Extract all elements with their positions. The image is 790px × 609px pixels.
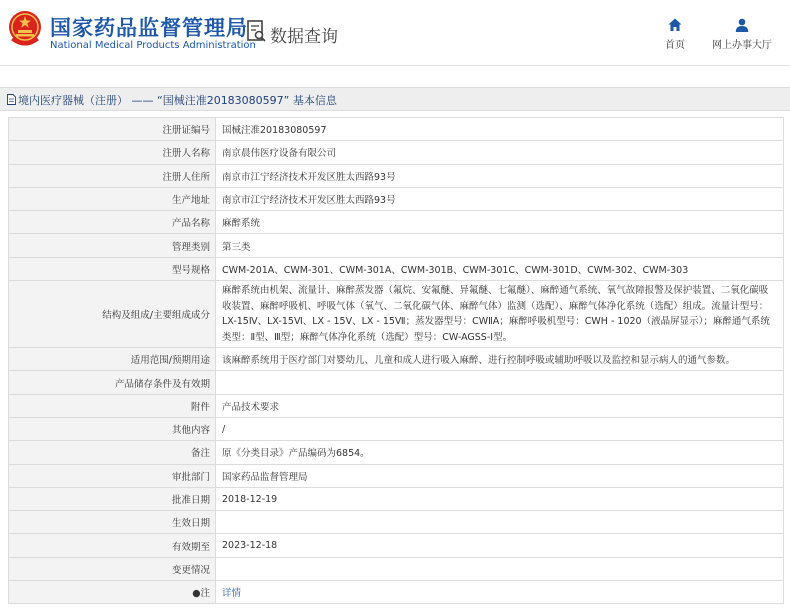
document-icon	[7, 94, 16, 105]
brand-name-en: National Medical Products Administration	[50, 40, 256, 51]
field-label: 批准日期	[9, 487, 216, 510]
field-label: 适用范围/预期用途	[9, 348, 216, 371]
field-value: 产品技术要求	[216, 394, 784, 417]
table-row	[9, 348, 784, 371]
nav-online-office-label: 网上办事大厅	[712, 40, 772, 51]
table-row	[9, 234, 784, 257]
field-value: 2018-12-19	[216, 487, 784, 510]
field-value: 南京市江宁经济技术开发区胜太西路93号	[216, 164, 784, 187]
data-query-icon	[247, 20, 267, 44]
table-row	[9, 141, 784, 164]
detail-table	[8, 117, 784, 604]
field-value: 麻醉系统	[216, 211, 784, 234]
brand-name-cn: 国家药品监督管理局	[50, 16, 248, 40]
field-label: 注册人住所	[9, 164, 216, 187]
module-title: 数据查询	[270, 27, 338, 47]
field-value: CWM-201A、CWM-301、CWM-301A、CWM-301B、CWM-301C、CWM-301D、CWM-302、CWM-303	[216, 257, 784, 280]
field-value: 原《分类目录》产品编码为6854。	[216, 441, 784, 464]
table-row	[9, 581, 784, 604]
table-row	[9, 557, 784, 580]
field-value: /	[216, 417, 784, 440]
field-label: ●注	[9, 581, 216, 604]
field-value: 麻醉系统由机架、流量计、麻醉蒸发器（氟烷、安氟醚、异氟醚、七氟醚）、麻醉通气系统、氧气故障报警及保护装置、二氧化碳吸收装置、麻醉呼吸机、呼吸气体（氧气、二氧化碳气体、麻醉气体）监测（选配）、麻醉气体净化系统（选配）组成。流量计型号：LX-15Ⅳ、LX-15Ⅵ、LX - 15Ⅴ、LX - 15Ⅶ；蒸发器型号：CWⅡA；麻醉呼吸机型号：CWH - 1020（液晶屏显示）；麻醉通气系统类型：Ⅱ型、Ⅲ型；麻醉气体净化系统（选配）型号：CW-AGSS-Ⅰ型。	[216, 281, 784, 348]
field-value: 第三类	[216, 234, 784, 257]
table-row	[9, 487, 784, 510]
table-row	[9, 511, 784, 534]
field-value	[216, 511, 784, 534]
table-row	[9, 464, 784, 487]
field-label: 结构及组成/主要组成成分	[9, 281, 216, 348]
national-emblem-icon	[7, 9, 43, 49]
home-icon	[668, 18, 682, 32]
details-link[interactable]: 详情	[222, 588, 242, 600]
nav-online-office[interactable]	[710, 18, 774, 51]
nav-home-label: 首页	[665, 40, 685, 51]
table-row	[9, 534, 784, 557]
user-icon	[735, 18, 749, 32]
field-value: 国械注准20183080597	[216, 118, 784, 141]
table-row	[9, 441, 784, 464]
site-header	[0, 0, 790, 66]
field-value	[216, 581, 784, 604]
nav-home[interactable]	[660, 18, 690, 51]
table-row	[9, 164, 784, 187]
field-value	[216, 557, 784, 580]
field-label: 有效期至	[9, 534, 216, 557]
table-row	[9, 257, 784, 280]
page-title: 境内医疗器械（注册） —— “国械注准20183080597” 基本信息	[18, 94, 337, 107]
field-label: 备注	[9, 441, 216, 464]
field-value	[216, 371, 784, 394]
table-row	[9, 371, 784, 394]
field-label: 注册人名称	[9, 141, 216, 164]
field-label: 附件	[9, 394, 216, 417]
table-row	[9, 417, 784, 440]
field-label: 变更情况	[9, 557, 216, 580]
table-row	[9, 118, 784, 141]
field-label: 审批部门	[9, 464, 216, 487]
field-value: 2023-12-18	[216, 534, 784, 557]
field-label: 管理类别	[9, 234, 216, 257]
table-row	[9, 394, 784, 417]
field-value: 南京晨伟医疗设备有限公司	[216, 141, 784, 164]
field-value: 南京市江宁经济技术开发区胜太西路93号	[216, 187, 784, 210]
field-label: 注册证编号	[9, 118, 216, 141]
field-value: 该麻醉系统用于医疗部门对婴幼儿、儿童和成人进行吸入麻醉、进行控制呼吸或辅助呼吸以及监控和显示病人的通气参数。	[216, 348, 784, 371]
field-label: 产品储存条件及有效期	[9, 371, 216, 394]
table-row	[9, 187, 784, 210]
field-label: 产品名称	[9, 211, 216, 234]
field-label: 其他内容	[9, 417, 216, 440]
table-row	[9, 281, 784, 348]
table-row	[9, 211, 784, 234]
field-label: 生产地址	[9, 187, 216, 210]
field-value: 国家药品监督管理局	[216, 464, 784, 487]
page-title-bar	[0, 87, 790, 111]
field-label: 生效日期	[9, 511, 216, 534]
field-label: 型号规格	[9, 257, 216, 280]
